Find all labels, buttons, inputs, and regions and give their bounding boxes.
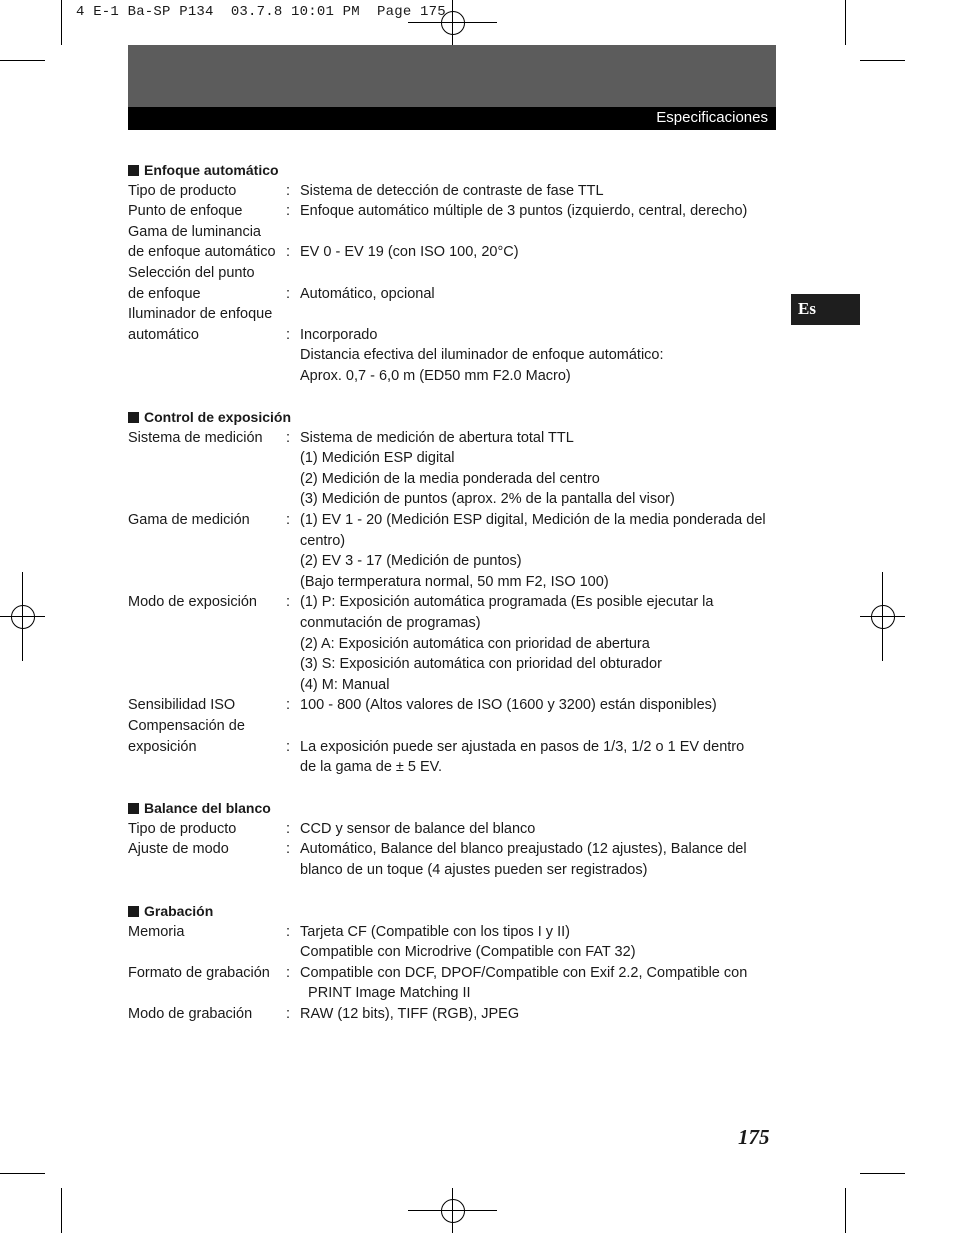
spec-row <box>128 819 778 840</box>
square-bullet-icon <box>128 165 139 176</box>
spec-row <box>128 695 778 716</box>
spec-value <box>300 222 778 263</box>
spec-row <box>128 510 778 592</box>
colon-separator: : <box>286 203 291 220</box>
spec-section <box>128 160 778 387</box>
spec-value <box>300 592 778 695</box>
spec-value-line: (1) EV 1 - 20 (Medición ESP digital, Medición de la media ponderada del <box>300 512 766 528</box>
spec-label-line: Memoria <box>128 923 185 940</box>
spec-label-line: Sistema de medición <box>128 429 263 446</box>
language-tab-label: Es <box>798 299 816 318</box>
print-slug: 4 E-1 Ba-SP P134 03.7.8 10:01 PM Page 175 <box>76 4 446 20</box>
spec-row <box>128 1004 778 1025</box>
section-title <box>128 798 778 819</box>
spec-label-line: Compensación de <box>128 717 245 734</box>
spec-label <box>128 263 286 304</box>
spec-label-line: Sensibilidad ISO <box>128 697 236 714</box>
colon-separator: : <box>286 697 291 714</box>
spec-row <box>128 201 778 222</box>
page-number: 175 <box>738 1125 770 1149</box>
spec-value-line: Sistema de medición de abertura total TTL <box>300 429 574 446</box>
colon-separator: : <box>286 182 291 199</box>
section-title <box>128 901 778 922</box>
spec-row <box>128 181 778 202</box>
square-bullet-icon <box>128 412 139 423</box>
spec-label <box>128 304 286 386</box>
spec-value-line: Automático, opcional <box>300 285 435 302</box>
colon-separator: : <box>286 1006 291 1023</box>
colon-separator: : <box>286 964 291 981</box>
spec-section <box>128 798 778 880</box>
spec-label <box>128 428 286 510</box>
spec-value-line: Tarjeta CF (Compatible con los tipos I y II) <box>300 923 570 940</box>
spec-label-line: Tipo de producto <box>128 820 237 837</box>
spec-value <box>300 181 778 202</box>
spec-value-line: CCD y sensor de balance del blanco <box>300 820 536 837</box>
spec-label-line: de enfoque <box>128 285 201 302</box>
colon-separator: : <box>286 512 291 528</box>
spec-label <box>128 201 286 222</box>
spec-label-line: exposición <box>128 738 197 755</box>
spec-value-line: (2) A: Exposición automática con prioridad de abertura <box>300 635 650 652</box>
spec-value-line: Distancia efectiva del iluminador de enfoque automático: <box>300 347 664 364</box>
spec-value <box>300 839 778 880</box>
section-title <box>128 407 778 428</box>
spec-value <box>300 263 778 304</box>
spec-value-line: centro) <box>300 532 346 549</box>
colon-separator: : <box>286 923 291 940</box>
colon-separator: : <box>286 244 291 261</box>
spec-row <box>128 304 778 386</box>
spec-label <box>128 592 286 695</box>
section-title-text: Enfoque automático <box>144 162 279 178</box>
spec-label-line: Modo de exposición <box>128 594 257 611</box>
section-title-text: Control de exposición <box>144 409 292 426</box>
square-bullet-icon <box>128 803 139 814</box>
spec-value-line: RAW (12 bits), TIFF (RGB), JPEG <box>300 1006 520 1023</box>
colon-separator: : <box>286 429 291 446</box>
spec-label <box>128 1004 286 1025</box>
spec-row <box>128 263 778 304</box>
spec-value <box>300 695 778 716</box>
spec-label <box>128 695 286 716</box>
spec-value-line: Aprox. 0,7 - 6,0 m (ED50 mm F2.0 Macro) <box>300 367 571 384</box>
spec-label-line: Ajuste de modo <box>128 841 229 858</box>
square-bullet-icon <box>128 906 139 917</box>
header-bar <box>128 107 776 130</box>
spec-label-line: Selección del punto <box>128 264 255 281</box>
section-title <box>128 160 778 181</box>
spec-value <box>300 201 778 222</box>
spec-value-line: (4) M: Manual <box>300 676 390 693</box>
spec-value-line: (1) Medición ESP digital <box>300 450 455 467</box>
spec-row <box>128 222 778 263</box>
colon-separator: : <box>286 326 291 343</box>
spec-label <box>128 963 286 1004</box>
specifications-content <box>128 160 778 1045</box>
spec-label-line: Gama de medición <box>128 512 250 528</box>
spec-value-line: conmutación de programas) <box>300 614 481 631</box>
language-tab <box>791 294 860 325</box>
spec-value-line: EV 0 - EV 19 (con ISO 100, 20°C) <box>300 244 519 261</box>
spec-value <box>300 1004 778 1025</box>
spec-label-line: Gama de luminancia <box>128 223 261 240</box>
spec-value-line: (3) S: Exposición automática con prioridad del obturador <box>300 656 662 673</box>
spec-row <box>128 716 778 778</box>
spec-value <box>300 304 778 386</box>
spec-section <box>128 901 778 1025</box>
spec-value <box>300 963 778 1004</box>
spec-value-line: de la gama de ± 5 EV. <box>300 759 443 776</box>
spec-value-line: 100 - 800 (Altos valores de ISO (1600 y 3200) están disponibles) <box>300 697 717 714</box>
spec-value-line: Compatible con DCF, DPOF/Compatible con Exif 2.2, Compatible con <box>300 964 748 981</box>
spec-label <box>128 181 286 202</box>
spec-value-line: (3) Medición de puntos (aprox. 2% de la pantalla del visor) <box>300 491 675 508</box>
colon-separator: : <box>286 841 291 858</box>
spec-value-line: Automático, Balance del blanco preajustado (12 ajustes), Balance del <box>300 841 747 858</box>
chapter-header <box>128 45 776 130</box>
colon-separator: : <box>286 738 291 755</box>
spec-label <box>128 819 286 840</box>
spec-value-line: (2) EV 3 - 17 (Medición de puntos) <box>300 553 522 570</box>
colon-separator: : <box>286 285 291 302</box>
colon-separator: : <box>286 594 291 611</box>
spec-row <box>128 922 778 963</box>
spec-label <box>128 222 286 263</box>
spec-label-line: Punto de enfoque <box>128 203 243 220</box>
header-title: Especificaciones <box>656 109 768 126</box>
section-title-text: Balance del blanco <box>144 800 271 817</box>
spec-value-line: (1) P: Exposición automática programada (Es posible ejecutar la <box>300 594 714 611</box>
spec-value <box>300 510 778 592</box>
spec-row <box>128 592 778 695</box>
spec-section <box>128 407 778 778</box>
spec-label-line: Modo de grabación <box>128 1006 253 1023</box>
spec-label <box>128 510 286 592</box>
section-title-text: Grabación <box>144 903 214 920</box>
spec-row <box>128 428 778 510</box>
spec-value <box>300 428 778 510</box>
colon-separator: : <box>286 820 291 837</box>
spec-label <box>128 716 286 778</box>
spec-value-line: Compatible con Microdrive (Compatible con FAT 32) <box>300 944 636 961</box>
spec-label <box>128 922 286 963</box>
spec-value-line: Enfoque automático múltiple de 3 puntos (izquierdo, central, derecho) <box>300 203 748 220</box>
spec-value <box>300 819 778 840</box>
spec-value-line: (2) Medición de la media ponderada del centro <box>300 470 600 487</box>
spec-label-line: Tipo de producto <box>128 182 237 199</box>
spec-value <box>300 922 778 963</box>
spec-label-line: Formato de grabación <box>128 964 270 981</box>
spec-label-line: automático <box>128 326 199 343</box>
spec-label-line: de enfoque automático <box>128 244 276 261</box>
spec-label <box>128 839 286 880</box>
spec-value-line: PRINT Image Matching II <box>300 985 471 1002</box>
spec-row <box>128 963 778 1004</box>
spec-value <box>300 716 778 778</box>
spec-label-line: Iluminador de enfoque <box>128 306 273 323</box>
spec-value-line: blanco de un toque (4 ajustes pueden ser registrados) <box>300 862 648 878</box>
spec-value-line: (Bajo termperatura normal, 50 mm F2, ISO 100) <box>300 573 609 590</box>
spec-row <box>128 839 778 880</box>
spec-value-line: La exposición puede ser ajustada en pasos de 1/3, 1/2 o 1 EV dentro <box>300 738 745 755</box>
spec-value-line: Incorporado <box>300 326 378 343</box>
spec-value-line: Sistema de detección de contraste de fase TTL <box>300 182 604 199</box>
